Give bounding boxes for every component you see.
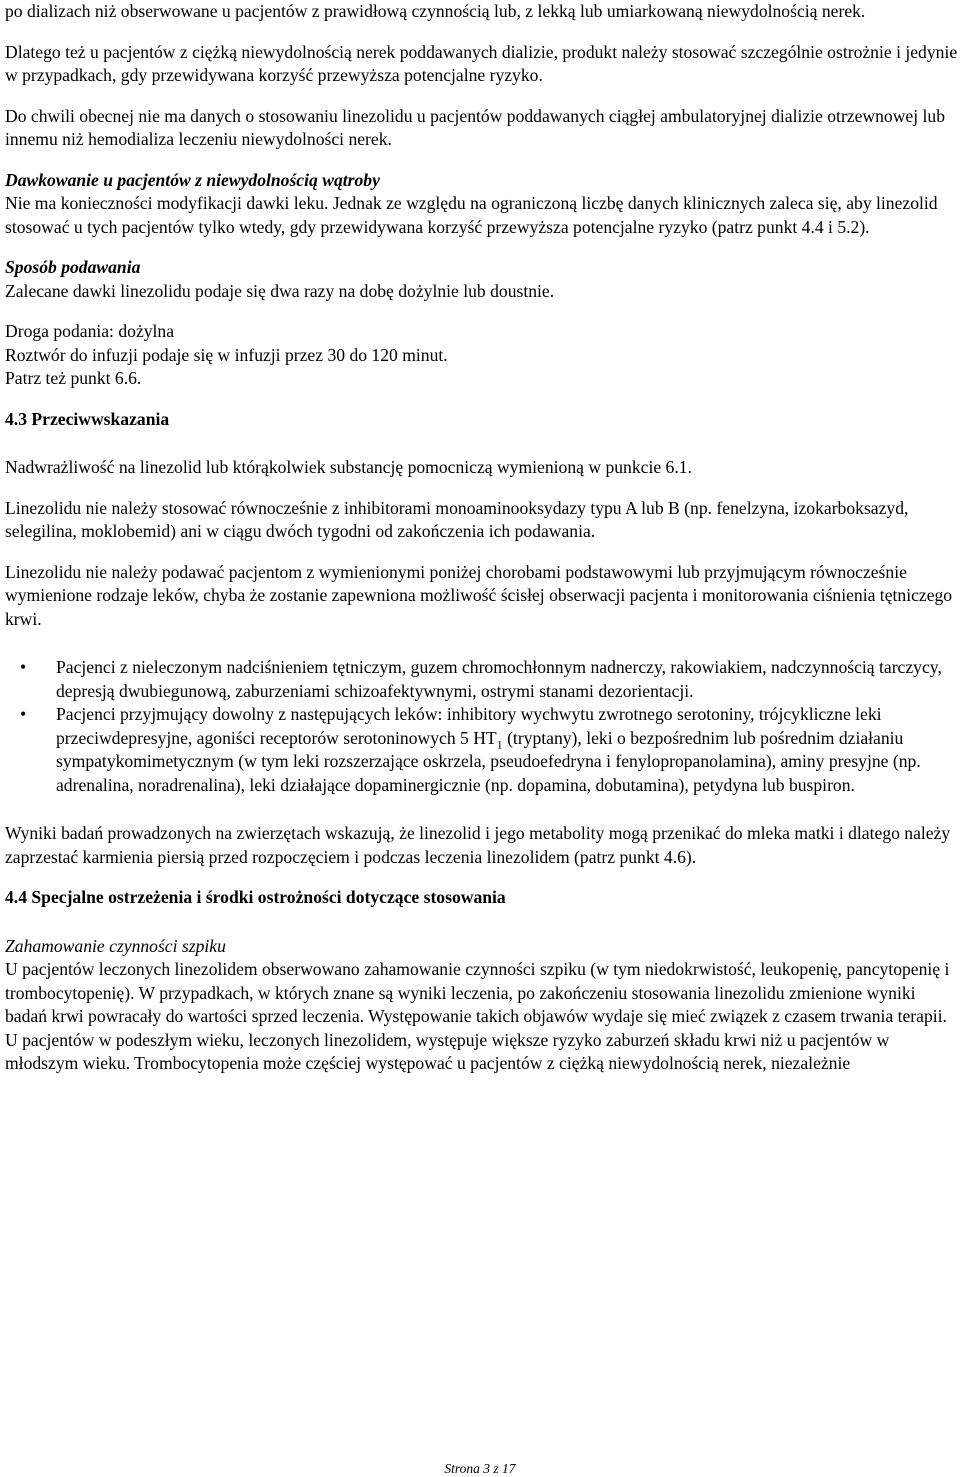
document-page [5,0,960,1076]
section-heading-4-3: 4.3 Przeciwwskazania [5,408,170,429]
section-heading-4-4: 4.4 Specjalne ostrzeżenia i środki ostrożności dotyczące stosowania [5,887,506,907]
list-item-text-part1: Pacjenci przyjmujący dowolny z następujących leków: inhibitory wychwytu zwrotnego serotoniny, trójcykliczne leki przeciwdepresyjne, agoniści receptorów serotoninowych 5 HT [56,704,882,748]
list-item-text-part2: (tryptany), leki o bezpośrednim lub pośrednim działaniu sympatykomimetycznym (w tym leki rozszerzające oskrzela, pseudoefedryna i fenylopropanolamina), aminy presyjne (np. adrenalina, noradrenalina), leki działające dopaminergicznie (np. dopamina, dobutamina), petydyna lub buspiron. [56,727,921,795]
list-item [5,703,960,797]
liver-dosing-heading: Dawkowanie u pacjentów z niewydolnością wątroby [5,169,380,190]
bullet-icon: • [20,704,27,724]
subscript: 1 [496,737,503,752]
bullet-icon: • [20,657,27,677]
list-item-text: Pacjenci z nieleczonym nadciśnieniem tętniczym, guzem chromochłonnym nadnerczy, rakowiakiem, nadczynnością tarczycy, depresją dwubiegunową, zaburzeniami schizoafektywnymi, ostrymi stanami dezorientacji. [56,657,942,701]
paragraph-hypersensitivity: Nadwrażliwość na linezolid lub którąkolwiek substancję pomocniczą wymienioną w punkcie 6.1. [5,457,692,477]
contraindication-list [5,656,960,797]
paragraph-administration: Zalecane dawki linezolidu podaje się dwa razy na dobę dożylnie lub doustnie. [5,280,555,301]
paragraph-animal-studies: Wyniki badań prowadzonych na zwierzętach wskazują, że linezolid i jego metabolity mogą przenikać do mleka matki i dlatego należy zaprzestać karmienia piersią przed rozpoczęciem i podczas leczenia linezolidem (patrz punkt 4.6). [5,823,951,867]
see-also-line: Patrz też punkt 6.6. [5,368,142,388]
paragraph-maoi: Linezolidu nie należy stosować równocześnie z inhibitorami monoaminooksydazy typu A lub B (np. fenelzyna, izokarboksazyd, selegilina, moklobemid) ani w ciągu dwóch tygodni od zakończenia ich podawania. [5,497,909,541]
paragraph-dialysis: Dlatego też u pacjentów z ciężką niewydolnością nerek poddawanych dializie, produkt należy stosować szczególnie ostrożnie i jedynie w przypadkach, gdy przewidywana korzyść przewyższa potencjalne ryzyko. [5,41,958,85]
paragraph-liver: Nie ma konieczności modyfikacji dawki leku. Jednak ze względu na ograniczoną liczbę danych klinicznych zaleca się, aby linezolid stosować u tych pacjentów tylko wtedy, gdy przewidywana korzyść przewyższa potencjalne ryzyko (patrz punkt 4.4 i 5.2). [5,193,938,237]
page-footer: Strona 3 z 17 [444,1461,516,1476]
administration-heading: Sposób podawania [5,257,141,277]
marrow-heading: Zahamowanie czynności szpiku [5,935,226,956]
list-item [5,656,960,703]
paragraph-marrow: U pacjentów leczonych linezolidem obserwowano zahamowanie czynności szpiku (w tym niedokrwistość, leukopenię, pancytopenię i trombocytopenię). W przypadkach, w których znane są wyniki leczenia, po zakończeniu stosowania linezolidu zmienione wyniki badań krwi powracały do wartości sprzed leczenia. Występowanie takich objawów wydaje się mieć związek z czasem trwania terapii. U pacjentów w podeszłym wieku, leczonych linezolidem, występuje większe ryzyko zaburzeń składu krwi niż u pacjentów w młodszym wieku. Trombocytopenia może częściej występować u pacjentów z ciężką niewydolnością nerek, niezależnie [5,959,950,1073]
infusion-line: Roztwór do infuzji podaje się w infuzji przez 30 do 120 minut. [5,344,448,365]
paragraph-intro: po dializach niż obserwowane u pacjentów z prawidłową czynnością lub, z lekką lub umiarkowaną niewydolnością nerek. [5,1,866,21]
route-line: Droga podania: dożylna [5,321,175,341]
paragraph-no-data: Do chwili obecnej nie ma danych o stosowaniu linezolidu u pacjentów poddawanych ciągłej ambulatoryjnej dializie otrzewnowej lub innemu niż hemodializa leczeniu niewydolności nerek. [5,105,946,149]
paragraph-conditions: Linezolidu nie należy podawać pacjentom z wymienionymi poniżej chorobami podstawowymi lub przyjmującym równocześnie wymienione rodzaje leków, chyba że zostanie zapewniona możliwość ścisłej obserwacji pacjenta i monitorowania ciśnienia tętniczego krwi. [5,561,953,629]
